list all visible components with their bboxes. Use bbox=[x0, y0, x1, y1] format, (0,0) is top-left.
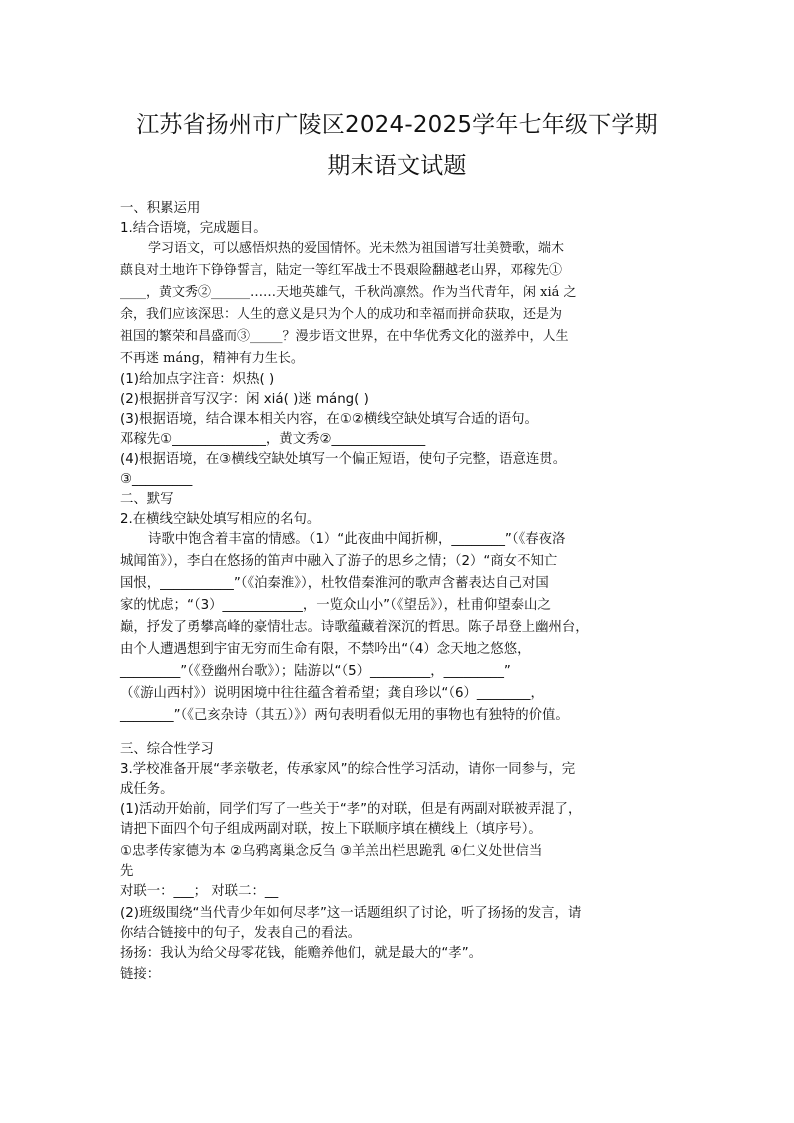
section-heading-1: 一、积累运用 bbox=[120, 201, 201, 216]
poem-fill-line: 家的忧虑；“（3）____________，一览众山小”（《望岳》），杜甫仰望泰山之 bbox=[120, 598, 551, 613]
poem-fill-line: 国恨，___________”（《泊秦淮》），杜牧借秦淮河的歌声含蓄表达自己对国 bbox=[120, 576, 549, 591]
sub-question: 请把下面四个句子组成两副对联，按上下联顺序填在横线上（填序号）。 bbox=[120, 822, 542, 837]
section-heading-2: 二、默写 bbox=[120, 492, 174, 507]
sub-question: (3)根据语境，结合课本相关内容，在①②横线空缺处填写合适的语句。 bbox=[120, 412, 538, 427]
question-3-stem: 成任务。 bbox=[120, 782, 174, 797]
link-label: 链接： bbox=[120, 967, 161, 982]
answer-line: 邓稼先①______________，黄文秀②______________ bbox=[120, 432, 426, 447]
passage-line: 祖国的繁荣和昌盛而③_____？漫步语文世界，在中华优秀文化的滋养中，人生 bbox=[120, 329, 569, 344]
poem-fill-line: 诗歌中饱含着丰富的情感。（1）“此夜曲中闻折柳，________”（《春夜洛 bbox=[148, 532, 566, 547]
title-line-1: 江苏省扬州市广陵区2024-2025学年七年级下学期 bbox=[136, 112, 658, 138]
sub-question: (2)根据拼音写汉字：闲 xiá( )迷 máng( ) bbox=[120, 392, 369, 407]
title-line-2: 期末语文试题 bbox=[327, 153, 467, 179]
section-heading-3: 三、综合性学习 bbox=[120, 742, 214, 757]
poem-fill-line: 巅，抒发了勇攀高峰的豪情壮志。诗歌蕴藏着深沉的哲思。陈子昂登上幽州台， bbox=[120, 620, 589, 635]
question-3-stem: 3.学校准备开展“孝亲敬老，传承家风”的综合性学习活动，请你一同参与，完 bbox=[120, 762, 576, 777]
sub-question: (2)班级围绕“当代青少年如何尽孝”这一话题组织了讨论，听了扬扬的发言，请 bbox=[120, 906, 582, 921]
answer-line: 对联一：___； 对联二：__ bbox=[120, 884, 279, 899]
sub-question: (1)给加点字注音：炽热( ) bbox=[120, 372, 275, 387]
sub-question: (1)活动开始前，同学们写了一些关于“孝”的对联，但是有两副对联被弄混了， bbox=[120, 802, 582, 817]
poem-fill-line: 城闻笛》），李白在悠扬的笛声中融入了游子的思乡之情；（2）“商女不知亡 bbox=[120, 554, 558, 569]
question-2-stem: 2.在横线空缺处填写相应的名句。 bbox=[120, 512, 321, 527]
sub-question: 你结合链接中的句子，发表自己的看法。 bbox=[120, 926, 362, 941]
question-1-stem: 1.结合语境，完成题目。 bbox=[120, 221, 267, 236]
passage-line: 学习语文，可以感悟炽热的爱国情怀。光未然为祖国谱写壮美赞歌，端木 bbox=[148, 241, 565, 256]
passage-line: 余，我们应该深思：人生的意义是只为个人的成功和幸福而拼命获取，还是为 bbox=[120, 307, 563, 322]
passage-line: ____，黄文秀②______……天地英雄气，千秋尚凛然。作为当代青年，闲 xiá 之 bbox=[120, 285, 577, 300]
answer-line: ③_________ bbox=[120, 472, 193, 487]
poem-fill-line: ________”（《己亥杂诗（其五）》）两句表明看似无用的事物也有独特的价值。 bbox=[120, 708, 569, 723]
sub-question: (4)根据语境，在③横线空缺处填写一个偏正短语，使句子完整，语意连贯。 bbox=[120, 452, 567, 467]
speech-line: 扬扬：我认为给父母零花钱，能赡养他们，就是最大的“孝”。 bbox=[120, 946, 483, 961]
couplet-options: 先 bbox=[120, 864, 134, 879]
poem-fill-line: 由个人遭遇想到宇宙无穷而生命有限，不禁吟出“（4）念天地之悠悠， bbox=[120, 642, 531, 657]
couplet-options: ①忠孝传家德为本 ②乌鸦离巢念反刍 ③羊羔出栏思跪乳 ④仁义处世信当 bbox=[120, 844, 543, 859]
passage-line: 不再迷 máng，精神有力生长。 bbox=[120, 351, 304, 366]
poem-fill-line: （《游山西村》）说明困境中往往蕴含着希望；龚自珍以“（6）________， bbox=[120, 686, 544, 701]
poem-fill-line: _________”（《登幽州台歌》）；陆游以“（5）_________，_________” bbox=[120, 664, 511, 679]
passage-line: 蕻良对土地许下铮铮誓言，陆定一等红军战士不畏艰险翻越老山界，邓稼先① bbox=[120, 263, 563, 278]
